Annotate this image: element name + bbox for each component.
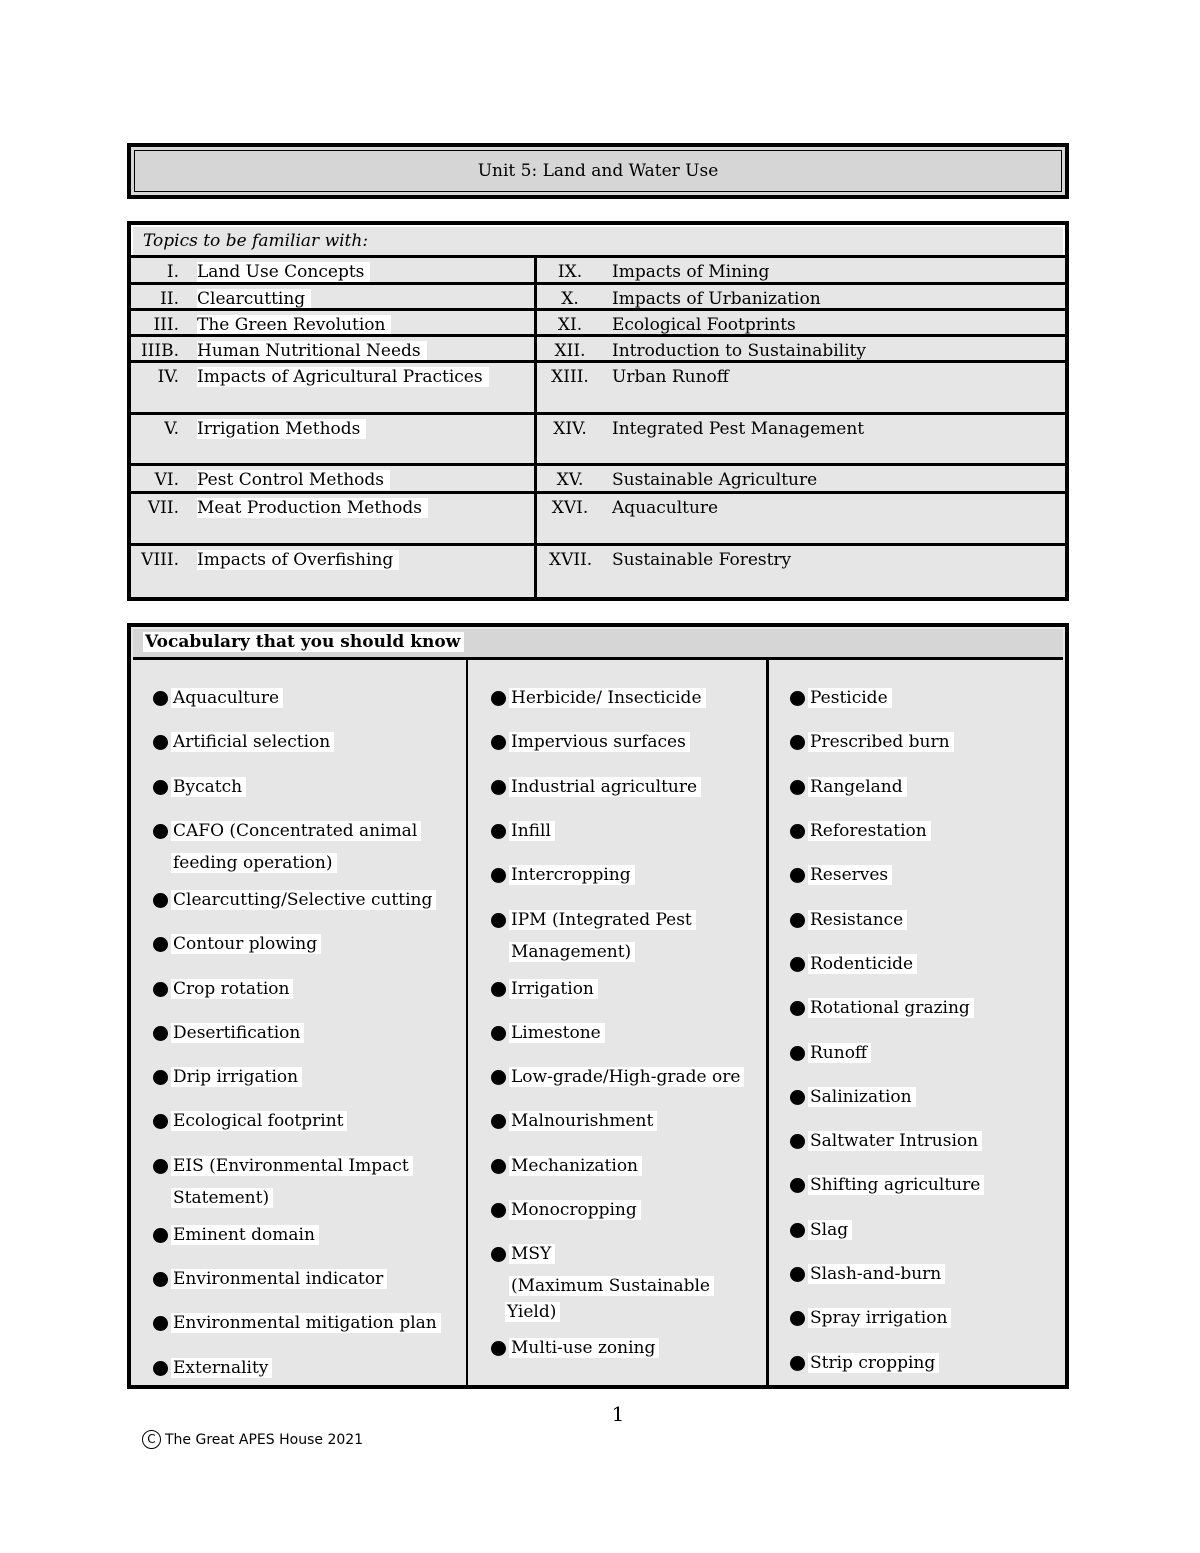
vocabulary-term: Low-grade/High-grade ore	[509, 1061, 744, 1093]
topic-number: XIII.	[551, 367, 589, 387]
topic-number: XVI.	[551, 498, 589, 518]
vocabulary-term: Spray irrigation	[808, 1302, 951, 1334]
topic-number: V.	[164, 419, 179, 439]
bullet-icon	[153, 780, 168, 795]
unit-title: Unit 5: Land and Water Use	[134, 150, 1062, 192]
topic-cell	[537, 466, 1065, 491]
vocabulary-term: Aquaculture	[171, 682, 283, 714]
topic-label: Clearcutting	[197, 289, 311, 309]
topic-label: Aquaculture	[612, 498, 719, 518]
bullet-icon	[153, 1070, 168, 1085]
topic-label: Sustainable Forestry	[612, 550, 792, 570]
topic-cell	[537, 285, 1065, 308]
topic-cell	[131, 494, 537, 543]
topic-cell	[131, 363, 537, 412]
bullet-icon	[790, 1356, 805, 1371]
topic-cell	[537, 494, 1065, 543]
bullet-icon	[790, 824, 805, 839]
vocabulary-column-1	[131, 660, 468, 1385]
topic-number: IIIB.	[140, 341, 179, 361]
vocabulary-box	[127, 623, 1069, 1389]
vocabulary-term: Management)	[509, 936, 635, 968]
topic-label: Urban Runoff	[612, 367, 729, 387]
vocabulary-term: EIS (Environmental Impact	[171, 1150, 413, 1182]
topic-cell	[131, 546, 537, 597]
topic-number: XI.	[557, 315, 583, 335]
bullet-icon	[153, 1316, 168, 1331]
vocabulary-term: CAFO (Concentrated animal	[171, 815, 421, 847]
vocabulary-term: Monocropping	[509, 1194, 641, 1226]
bullet-icon	[491, 1247, 506, 1262]
footer-text: The Great APES House 2021	[165, 1431, 364, 1448]
topic-number: VII.	[147, 498, 179, 518]
topic-label: Ecological Footprints	[612, 315, 796, 335]
bullet-icon	[790, 780, 805, 795]
bullet-icon	[491, 1203, 506, 1218]
topic-number: IV.	[157, 367, 179, 387]
vocabulary-column-3	[769, 660, 1065, 1385]
vocabulary-term: Limestone	[509, 1017, 605, 1049]
vocabulary-term: Statement)	[171, 1182, 273, 1214]
bullet-icon	[790, 1178, 805, 1193]
bullet-icon	[153, 982, 168, 997]
topic-row	[131, 255, 1065, 282]
bullet-icon	[153, 1159, 168, 1174]
topic-row	[131, 282, 1065, 308]
footer	[142, 1430, 363, 1449]
bullet-icon	[790, 1223, 805, 1238]
vocabulary-term: IPM (Integrated Pest	[509, 904, 696, 936]
bullet-icon	[790, 1090, 805, 1105]
topic-cell	[131, 285, 537, 308]
bullet-icon	[491, 691, 506, 706]
vocabulary-term: Ecological footprint	[171, 1105, 347, 1137]
topic-label: Introduction to Sustainability	[612, 341, 866, 361]
bullet-icon	[790, 735, 805, 750]
bullet-icon	[153, 1272, 168, 1287]
topic-label: Impacts of Agricultural Practices	[197, 367, 489, 387]
bullet-icon	[491, 913, 506, 928]
bullet-icon	[491, 735, 506, 750]
topic-label: Irrigation Methods	[197, 419, 366, 439]
vocabulary-column-2	[468, 660, 769, 1385]
bullet-icon	[790, 913, 805, 928]
bullet-icon	[153, 937, 168, 952]
vocabulary-term: Environmental indicator	[171, 1263, 387, 1295]
topic-cell	[131, 466, 537, 491]
vocabulary-term: Slag	[808, 1214, 852, 1246]
bullet-icon	[790, 1001, 805, 1016]
vocabulary-term: Clearcutting/Selective cutting	[171, 884, 436, 916]
vocabulary-term: Slash-and-burn	[808, 1258, 945, 1290]
topic-number: I.	[166, 262, 179, 282]
topic-cell	[537, 546, 1065, 597]
vocabulary-term: Multi-use zoning	[509, 1332, 659, 1364]
topic-label: Impacts of Mining	[612, 262, 770, 282]
topic-label: Integrated Pest Management	[612, 419, 865, 439]
bullet-icon	[491, 824, 506, 839]
bullet-icon	[790, 1046, 805, 1061]
bullet-icon	[491, 1159, 506, 1174]
bullet-icon	[491, 1070, 506, 1085]
vocabulary-term: Crop rotation	[171, 973, 293, 1005]
topic-cell	[537, 311, 1065, 334]
vocabulary-term: Reserves	[808, 859, 892, 891]
topic-row	[131, 334, 1065, 360]
page-number: 1	[611, 1402, 625, 1426]
topic-number: II.	[160, 289, 179, 309]
topic-row	[131, 543, 1065, 597]
topic-cell	[537, 337, 1065, 360]
topic-row	[131, 360, 1065, 412]
vocabulary-term: Artificial selection	[171, 726, 334, 758]
bullet-icon	[153, 691, 168, 706]
bullet-icon	[153, 893, 168, 908]
vocabulary-term: Intercropping	[509, 859, 635, 891]
vocabulary-term: Shifting agriculture	[808, 1169, 984, 1201]
bullet-icon	[790, 1267, 805, 1282]
topic-row	[131, 412, 1065, 463]
vocabulary-term: Yield)	[505, 1296, 560, 1328]
topic-number: XVII.	[549, 550, 593, 570]
vocabulary-term: Contour plowing	[171, 928, 321, 960]
topic-label: Impacts of Overfishing	[197, 550, 399, 570]
topics-table	[127, 221, 1069, 601]
vocabulary-term: (Maximum Sustainable	[509, 1270, 714, 1302]
topic-number: XV.	[556, 470, 584, 490]
vocabulary-term: Eminent domain	[171, 1219, 319, 1251]
vocabulary-term: Rotational grazing	[808, 992, 974, 1024]
topic-cell	[537, 415, 1065, 463]
vocabulary-term: Drip irrigation	[171, 1061, 302, 1093]
topic-cell	[537, 363, 1065, 412]
vocabulary-term: Irrigation	[509, 973, 598, 1005]
vocabulary-term: MSY	[509, 1238, 555, 1270]
bullet-icon	[491, 780, 506, 795]
bullet-icon	[153, 1361, 168, 1376]
vocabulary-term: Prescribed burn	[808, 726, 954, 758]
bullet-icon	[153, 735, 168, 750]
bullet-icon	[790, 868, 805, 883]
vocabulary-term: Resistance	[808, 904, 907, 936]
vocabulary-term: feeding operation)	[171, 847, 337, 879]
topic-row	[131, 308, 1065, 334]
vocabulary-term: Impervious surfaces	[509, 726, 690, 758]
topic-label: Meat Production Methods	[197, 498, 428, 518]
topics-header: Topics to be familiar with:	[133, 227, 1063, 255]
bullet-icon	[790, 1134, 805, 1149]
topic-cell	[131, 258, 537, 282]
topic-label: Impacts of Urbanization	[612, 289, 821, 309]
topic-number: XII.	[554, 341, 586, 361]
topic-label: Sustainable Agriculture	[612, 470, 818, 490]
topic-label: The Green Revolution	[197, 315, 391, 335]
topic-number: III.	[153, 315, 179, 335]
vocabulary-term: Industrial agriculture	[509, 771, 701, 803]
topic-label: Land Use Concepts	[197, 262, 370, 282]
vocabulary-term: Runoff	[808, 1037, 871, 1069]
topic-cell	[131, 337, 537, 360]
vocabulary-term: Bycatch	[171, 771, 246, 803]
topic-number: IX.	[557, 262, 583, 282]
topic-label: Pest Control Methods	[197, 470, 390, 490]
bullet-icon	[790, 957, 805, 972]
vocabulary-term: Pesticide	[808, 682, 892, 714]
bullet-icon	[153, 1026, 168, 1041]
topic-number: VI.	[154, 470, 179, 490]
topic-number: X.	[561, 289, 579, 309]
vocabulary-term: Strip cropping	[808, 1347, 939, 1379]
vocabulary-term: Infill	[509, 815, 555, 847]
topic-row	[131, 491, 1065, 543]
bullet-icon	[153, 824, 168, 839]
bullet-icon	[491, 1341, 506, 1356]
vocabulary-term: Reforestation	[808, 815, 931, 847]
bullet-icon	[790, 691, 805, 706]
bullet-icon	[153, 1228, 168, 1243]
vocabulary-term: Environmental mitigation plan	[171, 1307, 441, 1339]
topic-label: Human Nutritional Needs	[197, 341, 427, 361]
bullet-icon	[153, 1114, 168, 1129]
bullet-icon	[491, 982, 506, 997]
topic-cell	[537, 258, 1065, 282]
topic-cell	[131, 311, 537, 334]
topic-row	[131, 463, 1065, 491]
topic-number: VIII.	[141, 550, 179, 570]
vocabulary-term: Herbicide/ Insecticide	[509, 682, 706, 714]
vocabulary-term: Saltwater Intrusion	[808, 1125, 982, 1157]
copyright-icon: C	[142, 1430, 161, 1449]
vocabulary-term: Salinization	[808, 1081, 916, 1113]
vocabulary-term: Externality	[171, 1352, 272, 1384]
vocabulary-term: Desertification	[171, 1017, 304, 1049]
vocabulary-term: Malnourishment	[509, 1105, 657, 1137]
unit-title-box	[127, 143, 1069, 199]
vocabulary-header: Vocabulary that you should know	[133, 629, 1063, 660]
topic-cell	[131, 415, 537, 463]
bullet-icon	[491, 868, 506, 883]
bullet-icon	[790, 1311, 805, 1326]
bullet-icon	[491, 1026, 506, 1041]
vocabulary-term: Rodenticide	[808, 948, 917, 980]
vocabulary-term: Mechanization	[509, 1150, 642, 1182]
bullet-icon	[491, 1114, 506, 1129]
topic-number: XIV.	[553, 419, 587, 439]
vocabulary-term: Rangeland	[808, 771, 907, 803]
